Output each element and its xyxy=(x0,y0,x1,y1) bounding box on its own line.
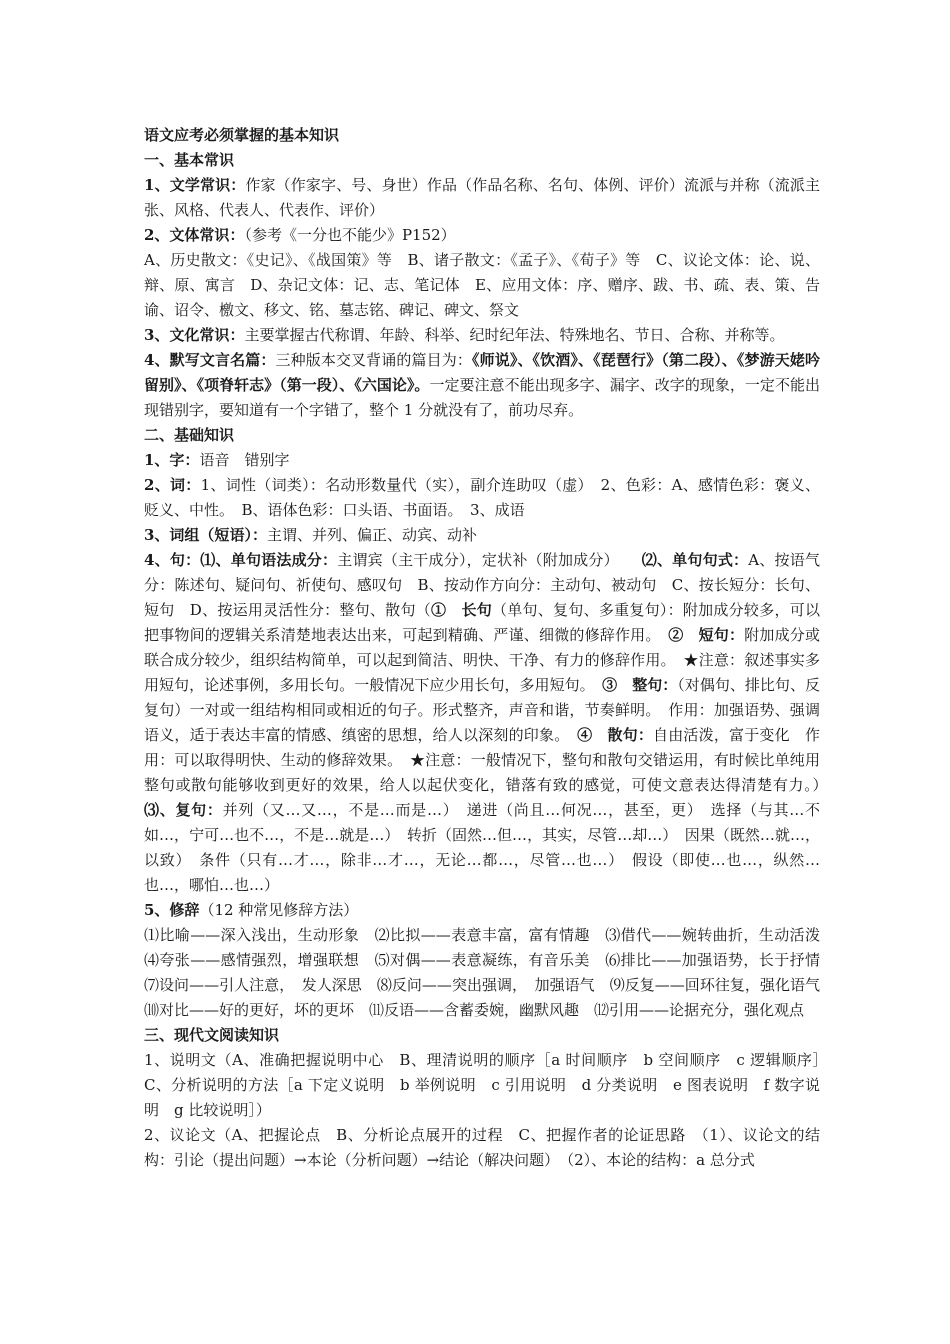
text-classical-recitation-2: 一定要注意不能出现多字、漏字、改字的现象，一定不能出现错别字，要知道有一个字错了，整个 1 分就没有了，前功尽弃。 xyxy=(144,376,820,419)
section-heading-fundamentals: 二、基础知识 xyxy=(144,426,235,444)
text-sentences-2: A、按语气分：陈述句、疑问句、祈使句、感叹句 B、按动作方向分：主动句、被动句 C、按长短分：长句、短句 D、按运用灵活性分：整句、散句（ xyxy=(144,551,820,619)
label-rhetoric: 5、修辞 xyxy=(144,901,200,919)
paragraph-words xyxy=(144,473,820,523)
label-literary-knowledge: 1、文学常识： xyxy=(144,176,246,194)
label-sentence-patterns: ⑵、单句句式： xyxy=(641,551,749,569)
text-literary-knowledge: 作家（作家字、号、身世）作品（作品名称、名句、体例、评价）流派与并称（流派主张、风格、代表人、代表作、评价） xyxy=(144,176,820,219)
paragraph-classical-recitation xyxy=(144,348,820,423)
label-classical-recitation: 4、默写文言名篇： xyxy=(144,351,276,369)
text-classical-recitation-1: 三种版本交叉背诵的篇目为： xyxy=(275,351,472,369)
paragraph-phrases xyxy=(144,523,820,548)
paragraph-genre-list: A、历史散文：《史记》、《战国策》等 B、诸子散文：《孟子》、《荀子》等 C、议论文体：论、说、辩、原、寓言 D、杂记文体：记、志、笔记体 E、应用文体：序、赠序、跋、书、疏、表、策、告谕、诏令、檄文、移文、铭、墓志铭、碑记、碑文、祭文 xyxy=(144,251,820,319)
text-sentences-4: 附加成分或联合成分较少，组织结构简单，可以起到简洁、明快、干净、有力的修辞作用。 ★注意：叙述事实多用短句，论述事例，多用长句。一般情况下应少用长句，多用短句。 xyxy=(144,626,820,694)
text-sentences-1: 主谓宾（主干成分），定状补（附加成分） xyxy=(337,551,642,569)
text-words: 1、词性（词类）：名动形数量代（实），副介连助叹（虚） 2、色彩：A、感情色彩：褒义、贬义、中性。 B、语体色彩：口头语、书面语。 3、成语 xyxy=(144,476,821,519)
paragraph-expository: 1、说明文（A、准确把握说明中心 B、理清说明的顺序［a 时间顺序 b 空间顺序 c 逻辑顺序］ C、分析说明的方法［a 下定义说明 b 举例说明 c 引用说明 d 分类说明 e 图表说明 f 数字说明 g 比较说明］） xyxy=(144,1051,836,1119)
label-long-sentence: ① 长句 xyxy=(430,601,493,619)
text-sentences-3: （单句、复句、多重复句）：附加成分较多，可以把事物间的逻辑关系清楚地表达出来，可起到精确、严谨、细微的修辞作用。 xyxy=(144,601,820,644)
paragraph-characters xyxy=(144,448,820,473)
paragraph-rhetoric-heading xyxy=(144,898,820,923)
label-sentences: 4、句：⑴、单句语法成分： xyxy=(144,551,338,569)
label-phrases: 3、词组（短语）： xyxy=(144,526,267,544)
section-heading-basic-knowledge: 一、基本常识 xyxy=(144,151,235,169)
text-sentences-7: 并列（又…又…，不是…而是…） 递进（尚且…何况…，甚至，更） 选择（与其…不如…，宁可…也不…，不是…就是…） 转折（固然…但…，其实，尽管…却…） 因果（既然…就…，以致） 条件（只有…才…，除非…才…，无论…都…，尽管…也…） 假设（即使…也…，纵然…也…，哪怕…也…） xyxy=(144,801,820,894)
text-rhetoric-count: （12 种常见修辞方法） xyxy=(199,901,359,919)
paragraph-literary-knowledge xyxy=(144,173,820,223)
paragraph-rhetoric-list: ⑴比喻——深入浅出，生动形象 ⑵比拟——表意丰富，富有情趣 ⑶借代——婉转曲折，生动活泼 ⑷夸张——感情强烈，增强联想 ⑸对偶——表意凝练，有音乐美 ⑹排比——加强语势，长于抒情 ⑺设问——引人注意， 发人深思 ⑻反问——突出强调， 加强语气 ⑼反复——回环往复，强化语气 ⑽对比——好的更好，坏的更坏 ⑾反语——含蓄委婉，幽默风趣 ⑿引用——论据充分，强化观点 xyxy=(144,926,836,1019)
label-characters: 1、字： xyxy=(144,451,200,469)
paragraph-argumentative: 2、议论文（A、把握论点 B、分析论点展开的过程 C、把握作者的论证思路 （1）、议论文的结构：引论（提出问题）→本论（分析问题）→结论（解决问题） （2）、本论的结构：a 总分式 xyxy=(144,1126,820,1169)
text-sentences-6: 自由活泼，富于变化 作用：可以取得明快、生动的修辞效果。 ★注意：一般情况下，整句和散句交错运用，有时候比单纯用整句或散句能够收到更好的效果，给人以起伏变化，错落有致的感觉，可使文意表达得清楚有力。） xyxy=(144,726,835,794)
section-heading-modern-reading: 三、现代文阅读知识 xyxy=(144,1026,280,1044)
paragraph-sentences xyxy=(144,548,835,898)
text-phrases: 主谓、并列、偏正、动宾、动补 xyxy=(266,526,477,544)
label-cultural-knowledge: 3、文化常识： xyxy=(144,326,245,344)
label-loose-sentence: ④ 散句： xyxy=(577,726,654,744)
paragraph-cultural-knowledge xyxy=(144,323,820,348)
label-compound-sentence: ⑶、复句： xyxy=(144,801,223,819)
text-classical-titles: 《师说》、《饮酒》、《琵琶行》（第二段）、《梦游天姥吟留别》、《项脊轩志》（第一段）、《六国论》。 xyxy=(144,351,820,394)
label-parallel-sentence: ③ 整句： xyxy=(602,676,678,694)
text-genre-knowledge: （参考《一分也不能少》P152） xyxy=(244,226,456,244)
text-cultural-knowledge: 主要掌握古代称谓、年龄、科举、纪时纪年法、特殊地名、节日、合称、并称等。 xyxy=(244,326,785,344)
document-title: 语文应考必须掌握的基本知识 xyxy=(144,126,340,144)
label-genre-knowledge: 2、文体常识： xyxy=(144,226,245,244)
paragraph-genre-knowledge xyxy=(144,223,820,248)
text-sentences-5: （对偶句、排比句、反复句）一对或一组结构相同或相近的句子。形式整齐，声音和谐，节奏鲜明。 作用：加强语势、强调语义，适于表达丰富的情感、缜密的思想，给人以深刻的印象。 xyxy=(144,676,820,744)
text-characters: 语音 错别字 xyxy=(199,451,290,469)
label-short-sentence: ② 短句： xyxy=(668,626,745,644)
label-words: 2、词： xyxy=(144,476,201,494)
